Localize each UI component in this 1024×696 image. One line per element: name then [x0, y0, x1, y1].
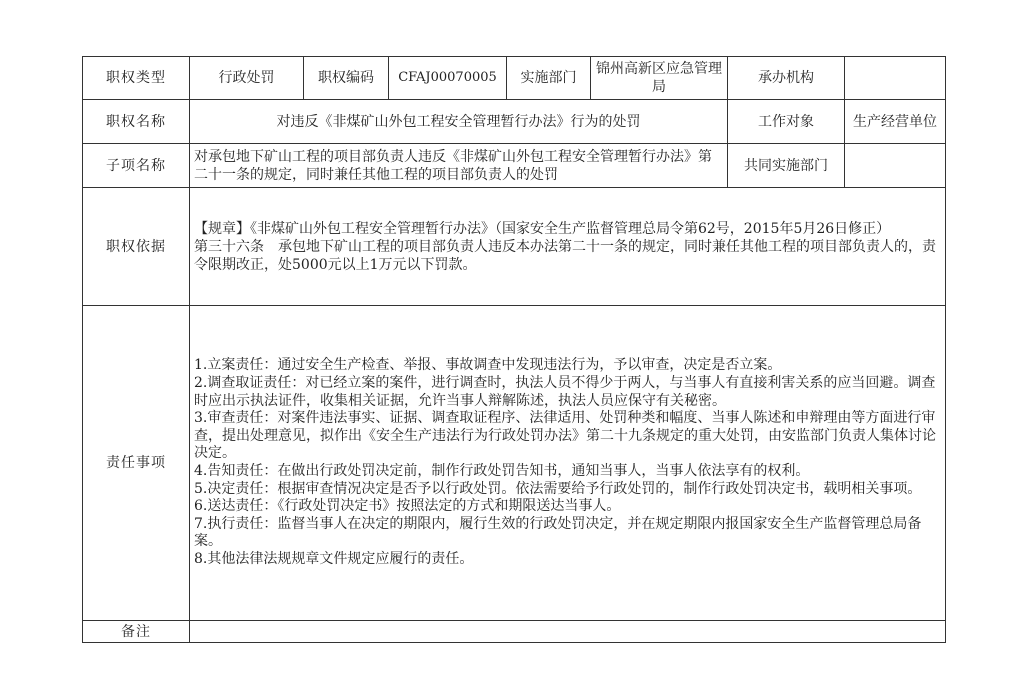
responsibility-item: 5.决定责任：根据审查情况决定是否予以行政处罚。依法需要给予行政处罚的，制作行政处罚决定书，载明相关事项。 [194, 480, 922, 497]
type-label: 职权类型 [83, 57, 190, 100]
row-name [83, 100, 946, 144]
responsibility-item: 7.执行责任：监督当事人在决定的期限内，履行生效的行政处罚决定，并在规定期限内报国家安全生产监督管理总局备案。 [194, 515, 922, 550]
remarks-value [190, 621, 946, 643]
code-label: 职权编码 [304, 57, 389, 100]
target-value: 生产经营单位 [845, 100, 946, 144]
sub-label: 子项名称 [83, 144, 190, 188]
basis-content [190, 188, 946, 306]
joint-value [845, 144, 946, 188]
dept-label: 实施部门 [507, 57, 591, 100]
remarks-label: 备注 [83, 621, 190, 643]
name-value: 对违反《非煤矿山外包工程安全管理暂行办法》行为的处罚 [190, 100, 728, 144]
responsibility-item: 8.其他法律法规规章文件规定应履行的责任。 [194, 550, 474, 567]
type-value: 行政处罚 [190, 57, 304, 100]
responsibility-item: 4.告知责任：在做出行政处罚决定前，制作行政处罚告知书，通知当事人，当事人依法享有的权利。 [194, 463, 810, 479]
responsibility-label: 责任事项 [83, 306, 190, 621]
row-responsibility [83, 306, 946, 621]
responsibility-item: 1.立案责任：通过安全生产检查、举报、事故调查中发现违法行为，予以审查，决定是否立案。 [194, 357, 782, 374]
code-value: CFAJ00070005 [389, 57, 507, 100]
row-subitem [83, 144, 946, 188]
responsibility-item: 2.调查取证责任：对已经立案的案件，进行调查时，执法人员不得少于两人，与当事人有直接利害关系的应当回避。调查时应出示执法证件，收集相关证据，允许当事人辩解陈述，执法人员应保守有关秘密。 [194, 375, 936, 409]
authority-table [82, 56, 946, 643]
sub-value: 对承包地下矿山工程的项目部负责人违反《非煤矿山外包工程安全管理暂行办法》第二十一条的规定，同时兼任其他工程的项目部负责人的处罚 [190, 144, 728, 188]
row-type [83, 57, 946, 100]
basis-regulation: 【规章】《非煤矿山外包工程安全管理暂行办法》（国家安全生产监督管理总局令第62号，2015年5月26日修正） [194, 220, 891, 237]
basis-label: 职权依据 [83, 188, 190, 306]
responsibility-content [190, 306, 946, 621]
joint-label: 共同实施部门 [728, 144, 845, 188]
row-remarks [83, 621, 946, 643]
target-label: 工作对象 [728, 100, 845, 144]
responsibility-item: 3.审查责任：对案件违法事实、证据、调查取证程序、法律适用、处罚种类和幅度、当事人陈述和申辩理由等方面进行审查，提出处理意见，拟作出《安全生产违法行为行政处罚办法》第二十九条规定的重大处罚，由安监部门负责人集体讨论决定。 [194, 410, 936, 462]
row-basis [83, 188, 946, 306]
authority-table-document [82, 56, 945, 643]
org-value [845, 57, 946, 100]
org-label: 承办机构 [728, 57, 845, 100]
dept-value: 锦州高新区应急管理局 [591, 57, 728, 100]
basis-article: 第三十六条 承包地下矿山工程的项目部负责人违反本办法第二十一条的规定，同时兼任其他工程的项目部负责人的，责令限期改正，处5000元以上1万元以下罚款。 [194, 238, 936, 273]
responsibility-item: 6.送达责任：《行政处罚决定书》按照法定的方式和期限送达当事人。 [194, 498, 621, 515]
name-label: 职权名称 [83, 100, 190, 144]
